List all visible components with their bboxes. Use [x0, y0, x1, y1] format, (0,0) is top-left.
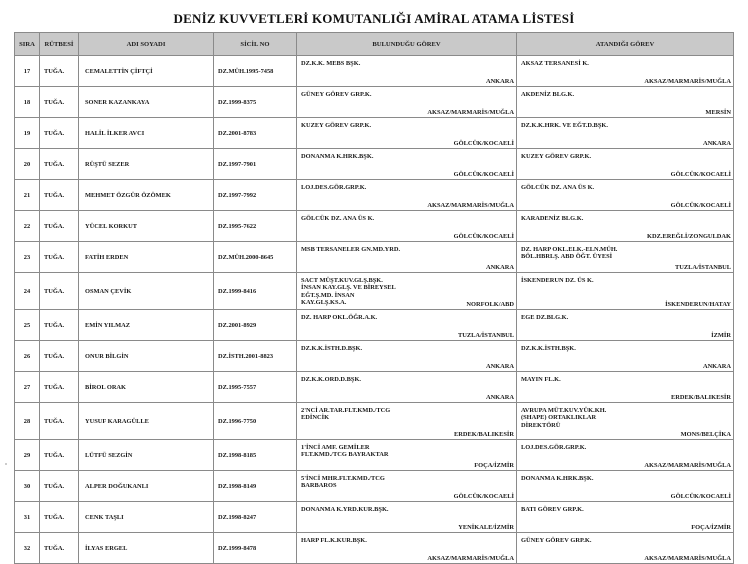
current-unit: DONANMA K.YRD.KUR.BŞK.	[301, 506, 389, 513]
sira-cell: 29	[15, 440, 40, 471]
table-row	[15, 372, 734, 403]
table-row	[15, 149, 734, 180]
current-unit: GÖLCÜK DZ. ANA ÜS K.	[301, 215, 375, 222]
name-cell: OSMAN ÇEVİK	[79, 273, 214, 310]
assigned-duty-cell	[517, 310, 734, 341]
name-cell: SONER KAZANKAYA	[79, 87, 214, 118]
assigned-unit: DONANMA K.HRK.BŞK.	[521, 475, 594, 482]
rank-cell: TUĞA.	[40, 211, 79, 242]
table-row	[15, 242, 734, 273]
current-duty-cell	[297, 310, 517, 341]
assigned-unit: DZ.K.K.İSTH.BŞK.	[521, 345, 576, 352]
column-header-assigned-duty: ATANDIĞI GÖREV	[517, 33, 734, 56]
table-row	[15, 403, 734, 440]
current-location: AKSAZ/MARMARİS/MUĞLA	[427, 202, 514, 209]
current-unit: SACT MÜŞT.KUV.GLŞ.BŞK. İNSAN KAY.GLŞ. VE BİREYSEL EĞT.Ş.MD. İNSAN KAY.GLŞ.KS.A.	[301, 277, 396, 307]
sicil-cell: DZ.2001-8783	[214, 118, 297, 149]
current-location: ANKARA	[485, 394, 514, 401]
sicil-cell: DZ.1998-8149	[214, 471, 297, 502]
current-duty-cell	[297, 87, 517, 118]
assigned-location: ERDEK/BALIKESİR	[670, 394, 731, 401]
assignment-table	[14, 32, 734, 564]
assigned-location: AKSAZ/MARMARİS/MUĞLA	[644, 555, 731, 562]
assigned-unit: GÜNEY GÖREV GRP.K.	[521, 537, 592, 544]
sicil-cell: DZ.1998-8247	[214, 502, 297, 533]
current-location: YENİKALE/İZMİR	[458, 524, 514, 531]
assigned-unit: DZ.K.K.HRK. VE EĞT.D.BŞK.	[521, 122, 608, 129]
column-header-sicil: SİCİL NO	[214, 33, 297, 56]
assigned-duty-cell	[517, 502, 734, 533]
name-cell: YÜCEL KORKUT	[79, 211, 214, 242]
table-row	[15, 180, 734, 211]
current-unit: 5'İNCİ MHR.FLT.KMD./TCG BARBAROS	[301, 475, 385, 490]
sicil-cell: DZ.1997-7901	[214, 149, 297, 180]
sicil-cell: DZ.1996-7750	[214, 403, 297, 440]
table-row	[15, 211, 734, 242]
sira-cell: 24	[15, 273, 40, 310]
table-row	[15, 502, 734, 533]
rank-cell: TUĞA.	[40, 372, 79, 403]
current-location: GÖLCÜK/KOCAELİ	[453, 140, 514, 147]
current-location: ERDEK/BALIKESİR	[453, 431, 514, 438]
scan-artifact	[5, 463, 7, 465]
table-row	[15, 118, 734, 149]
table-row	[15, 310, 734, 341]
current-location: NORFOLK/ABD	[466, 301, 514, 308]
name-cell: ALPER DOĞUKANLI	[79, 471, 214, 502]
rank-cell: TUĞA.	[40, 533, 79, 564]
rank-cell: TUĞA.	[40, 56, 79, 87]
current-location: ANKARA	[485, 264, 514, 271]
name-cell: HALİL İLKER AVCI	[79, 118, 214, 149]
rank-cell: TUĞA.	[40, 149, 79, 180]
current-unit: DZ.K.K.İSTH.D.BŞK.	[301, 345, 363, 352]
table-row	[15, 87, 734, 118]
assigned-duty-cell	[517, 372, 734, 403]
assigned-location: AKSAZ/MARMARİS/MUĞLA	[644, 462, 731, 469]
name-cell: YUSUF KARAGÜLLE	[79, 403, 214, 440]
sira-cell: 21	[15, 180, 40, 211]
sicil-cell: DZ.MÜH.2000-8645	[214, 242, 297, 273]
rank-cell: TUĞA.	[40, 502, 79, 533]
name-cell: BİROL ORAK	[79, 372, 214, 403]
sira-cell: 32	[15, 533, 40, 564]
sira-cell: 19	[15, 118, 40, 149]
column-header-rank: RÜTBESİ	[40, 33, 79, 56]
sira-cell: 22	[15, 211, 40, 242]
assigned-unit: İSKENDERUN DZ. ÜS K.	[521, 277, 594, 284]
assigned-duty-cell	[517, 403, 734, 440]
current-duty-cell	[297, 440, 517, 471]
sicil-cell: DZ.1999-8375	[214, 87, 297, 118]
sira-cell: 31	[15, 502, 40, 533]
assigned-location: MONS/BELÇİKA	[680, 431, 731, 438]
rank-cell: TUĞA.	[40, 180, 79, 211]
name-cell: MEHMET ÖZGÜR ÖZÖMEK	[79, 180, 214, 211]
assigned-location: TUZLA/İSTANBUL	[675, 264, 731, 271]
assigned-unit: DZ. HARP OKL.ELK.-ELN.MÜH. BÖL.HBRLŞ. ABD ÖĞT. ÜYESİ	[521, 246, 618, 261]
rank-cell: TUĞA.	[40, 310, 79, 341]
current-duty-cell	[297, 242, 517, 273]
current-duty-cell	[297, 341, 517, 372]
sira-cell: 20	[15, 149, 40, 180]
table-header-row	[15, 33, 734, 56]
rank-cell: TUĞA.	[40, 87, 79, 118]
current-unit: 2'NCİ AR.TAR.FLT.KMD./TCG EDİNCİK	[301, 407, 391, 422]
table-row	[15, 471, 734, 502]
current-duty-cell	[297, 502, 517, 533]
current-unit: KUZEY GÖREV GRP.K.	[301, 122, 372, 129]
assigned-duty-cell	[517, 56, 734, 87]
current-duty-cell	[297, 56, 517, 87]
current-location: ANKARA	[485, 363, 514, 370]
sira-cell: 18	[15, 87, 40, 118]
sicil-cell: DZ.1999-8416	[214, 273, 297, 310]
rank-cell: TUĞA.	[40, 341, 79, 372]
assigned-location: FOÇA/İZMİR	[691, 524, 731, 531]
assigned-duty-cell	[517, 341, 734, 372]
rank-cell: TUĞA.	[40, 403, 79, 440]
table-row	[15, 273, 734, 310]
rank-cell: TUĞA.	[40, 440, 79, 471]
sira-cell: 23	[15, 242, 40, 273]
current-location: AKSAZ/MARMARİS/MUĞLA	[427, 555, 514, 562]
assigned-location: ANKARA	[702, 140, 731, 147]
current-duty-cell	[297, 273, 517, 310]
table-row	[15, 56, 734, 87]
assigned-unit: MAYIN FL.K.	[521, 376, 561, 383]
table-row	[15, 440, 734, 471]
sicil-cell: DZ.1999-8478	[214, 533, 297, 564]
current-location: GÖLCÜK/KOCAELİ	[453, 171, 514, 178]
assigned-unit: AVRUPA MÜT.KUV.YÜK.KH. (SHAPE) ORTAKLIKLAR DİREKTÖRÜ	[521, 407, 607, 429]
column-header-name: ADI SOYADI	[79, 33, 214, 56]
current-location: TUZLA/İSTANBUL	[458, 332, 514, 339]
assigned-location: GÖLCÜK/KOCAELİ	[670, 202, 731, 209]
assigned-unit: AKDENİZ BLG.K.	[521, 91, 575, 98]
assigned-duty-cell	[517, 273, 734, 310]
name-cell: ONUR BİLGİN	[79, 341, 214, 372]
assigned-duty-cell	[517, 471, 734, 502]
assigned-unit: GÖLCÜK DZ. ANA ÜS K.	[521, 184, 595, 191]
current-unit: DZ.K.K. MEBS BŞK.	[301, 60, 361, 67]
sicil-cell: DZ.1997-7992	[214, 180, 297, 211]
assigned-unit: KARADENİZ BLG.K.	[521, 215, 584, 222]
column-header-sira: SIRA	[15, 33, 40, 56]
column-header-current-duty: BULUNDUĞU GÖREV	[297, 33, 517, 56]
assigned-location: İZMİR	[711, 332, 731, 339]
assigned-location: KDZ.EREĞLİ/ZONGULDAK	[647, 233, 731, 240]
current-duty-cell	[297, 149, 517, 180]
sira-cell: 25	[15, 310, 40, 341]
current-location: FOÇA/İZMİR	[474, 462, 514, 469]
rank-cell: TUĞA.	[40, 242, 79, 273]
assigned-unit: AKSAZ TERSANESİ K.	[521, 60, 589, 67]
sira-cell: 30	[15, 471, 40, 502]
current-location: GÖLCÜK/KOCAELİ	[453, 493, 514, 500]
sicil-cell: DZ.2001-8929	[214, 310, 297, 341]
name-cell: FATİH ERDEN	[79, 242, 214, 273]
assigned-duty-cell	[517, 118, 734, 149]
rank-cell: TUĞA.	[40, 471, 79, 502]
current-duty-cell	[297, 471, 517, 502]
name-cell: CENK TAŞLI	[79, 502, 214, 533]
sicil-cell: DZ.İSTH.2001-8823	[214, 341, 297, 372]
current-duty-cell	[297, 118, 517, 149]
assigned-duty-cell	[517, 440, 734, 471]
current-location: ANKARA	[485, 78, 514, 85]
assigned-unit: KUZEY GÖREV GRP.K.	[521, 153, 592, 160]
assigned-duty-cell	[517, 533, 734, 564]
name-cell: İLYAS ERGEL	[79, 533, 214, 564]
assigned-location: GÖLCÜK/KOCAELİ	[670, 171, 731, 178]
current-location: AKSAZ/MARMARİS/MUĞLA	[427, 109, 514, 116]
assigned-location: İSKENDERUN/HATAY	[665, 301, 731, 308]
current-unit: DONANMA K.HRK.BŞK.	[301, 153, 374, 160]
sicil-cell: DZ.MÜH.1995-7458	[214, 56, 297, 87]
current-location: GÖLCÜK/KOCAELİ	[453, 233, 514, 240]
sicil-cell: DZ.1998-8185	[214, 440, 297, 471]
current-unit: HARP FL.K.KUR.BŞK.	[301, 537, 367, 544]
assigned-location: GÖLCÜK/KOCAELİ	[670, 493, 731, 500]
assigned-location: MERSİN	[705, 109, 731, 116]
name-cell: EMİN YILMAZ	[79, 310, 214, 341]
name-cell: RÜŞTÜ SEZER	[79, 149, 214, 180]
table-row	[15, 533, 734, 564]
current-unit: GÜNEY GÖREV GRP.K.	[301, 91, 372, 98]
assigned-location: ANKARA	[702, 363, 731, 370]
sira-cell: 28	[15, 403, 40, 440]
sira-cell: 26	[15, 341, 40, 372]
assigned-duty-cell	[517, 242, 734, 273]
current-duty-cell	[297, 403, 517, 440]
document-title: DENİZ KUVVETLERİ KOMUTANLIĞI AMİRAL ATAMA LİSTESİ	[173, 11, 575, 26]
current-duty-cell	[297, 533, 517, 564]
current-unit: DZ.K.K.ORD.D.BŞK.	[301, 376, 362, 383]
sira-cell: 27	[15, 372, 40, 403]
assigned-duty-cell	[517, 87, 734, 118]
name-cell: CEMALETTİN ÇİFTÇİ	[79, 56, 214, 87]
current-duty-cell	[297, 211, 517, 242]
current-unit: MSB TERSANELER GN.MD.YRD.	[301, 246, 401, 253]
sicil-cell: DZ.1995-7557	[214, 372, 297, 403]
sicil-cell: DZ.1995-7622	[214, 211, 297, 242]
assigned-duty-cell	[517, 149, 734, 180]
current-duty-cell	[297, 180, 517, 211]
sira-cell: 17	[15, 56, 40, 87]
assigned-unit: EGE DZ.BLG.K.	[521, 314, 569, 321]
rank-cell: TUĞA.	[40, 273, 79, 310]
name-cell: LÜTFÜ SEZGİN	[79, 440, 214, 471]
current-unit: 1'İNCİ AMF. GEMİLER FLT.KMD./TCG BAYRAKTAR	[301, 444, 389, 459]
rank-cell: TUĞA.	[40, 118, 79, 149]
assigned-unit: LOJ.DES.GÖR.GRP.K.	[521, 444, 587, 451]
assigned-unit: BATI GÖREV GRP.K.	[521, 506, 584, 513]
current-duty-cell	[297, 372, 517, 403]
assigned-duty-cell	[517, 211, 734, 242]
current-unit: LOJ.DES.GÖR.GRP.K.	[301, 184, 367, 191]
assigned-duty-cell	[517, 180, 734, 211]
table-row	[15, 341, 734, 372]
assigned-location: AKSAZ/MARMARİS/MUĞLA	[644, 78, 731, 85]
current-unit: DZ. HARP OKL.ÖĞR.A.K.	[301, 314, 378, 321]
